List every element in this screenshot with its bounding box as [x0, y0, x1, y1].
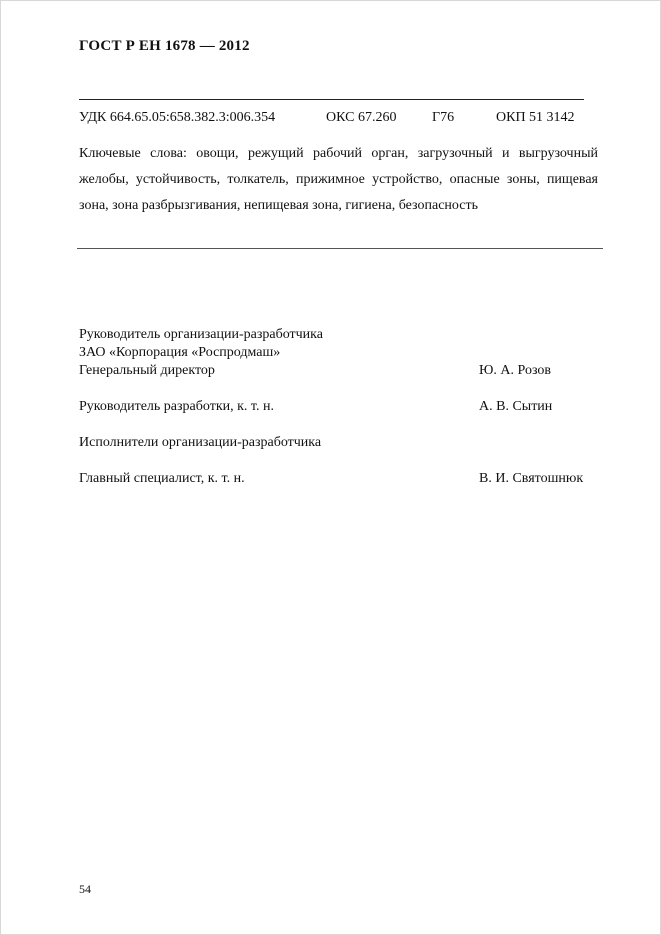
- oks-code: ОКС 67.260: [326, 110, 397, 125]
- keywords-paragraph: Ключевые слова: овощи, режущий рабочий орган, загрузочный и выгрузочный желобы, устойчивость, толкатель, прижимное устройство, опасные зоны, пищевая зона, зона разбрызгивания, непищевая зона, гигиена, безопасность: [79, 146, 598, 213]
- bottom-divider: [77, 248, 603, 249]
- group-code: Г76: [432, 110, 455, 125]
- udk-code: УДК 664.65.05:658.382.3:006.354: [79, 110, 276, 125]
- document-header-title: ГОСТ Р ЕН 1678 — 2012: [79, 38, 250, 54]
- chief-name: В. И. Святошнюк: [479, 471, 584, 486]
- director-name: Ю. А. Розов: [479, 363, 551, 378]
- chief-title: Главный специалист, к. т. н.: [79, 471, 245, 486]
- performers-label: Исполнители организации-разработчика: [79, 435, 322, 450]
- org-head-label: Руководитель организации-разработчика: [79, 327, 323, 342]
- page-number: 54: [79, 882, 91, 896]
- director-title: Генеральный директор: [79, 363, 215, 378]
- dev-head-name: А. В. Сытин: [479, 399, 553, 414]
- top-divider: [79, 99, 584, 100]
- dev-head-title: Руководитель разработки, к. т. н.: [79, 399, 274, 414]
- okp-code: ОКП 51 3142: [496, 110, 575, 125]
- org-name: ЗАО «Корпорация «Роспродмаш»: [79, 345, 281, 360]
